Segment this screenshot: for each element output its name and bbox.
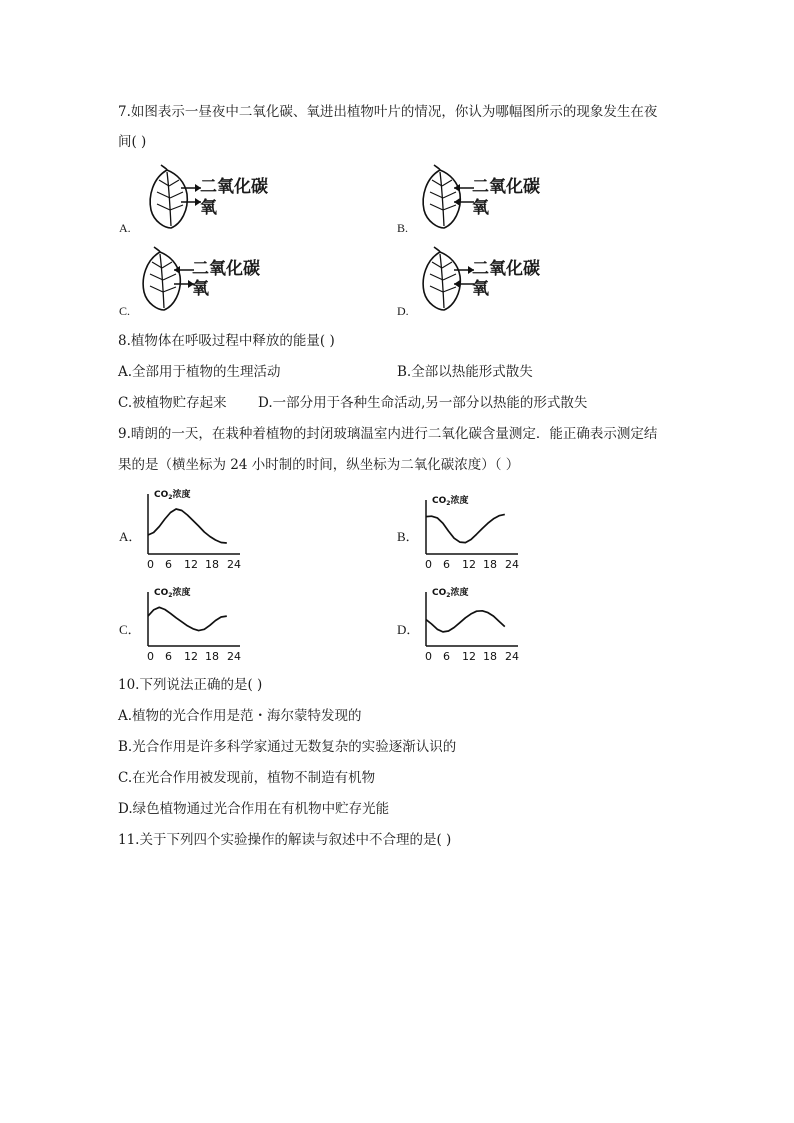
q8-option-b: B.全部以热能形式散失 xyxy=(397,364,533,380)
leaf-vein xyxy=(169,180,179,186)
o2-arrow-icon-head xyxy=(454,198,460,206)
q9-chart-c xyxy=(138,582,258,668)
leaf-vein xyxy=(442,180,452,186)
x-tick-label: 18 xyxy=(205,650,219,663)
leaf-stem xyxy=(161,165,167,170)
leaf-vein xyxy=(157,204,170,210)
leaf-vein xyxy=(430,274,443,280)
q9-option-a-letter: A． xyxy=(119,529,142,544)
q7-option-d-o2-label: 氧 xyxy=(472,279,489,299)
q7-option-c-o2-label: 氧 xyxy=(192,279,209,299)
q7-option-d-leaf xyxy=(418,246,478,316)
y-axis-label-main: CO xyxy=(432,496,447,506)
y-axis-label-rest: 浓度 xyxy=(172,490,191,500)
leaf-vein xyxy=(442,262,452,268)
q9-chart-b xyxy=(416,490,536,576)
q9-option-d-letter: D． xyxy=(397,622,420,637)
q7-option-a-leaf xyxy=(145,164,205,234)
x-tick-label: 0 xyxy=(425,650,432,663)
x-tick-label: 24 xyxy=(505,650,519,663)
q9-option-c-letter: C． xyxy=(119,622,141,637)
q7-option-c-letter: C. xyxy=(119,304,131,318)
q7-option-b-o2-label: 氧 xyxy=(472,198,489,218)
leaf-icon xyxy=(143,247,194,310)
leaf-vein xyxy=(430,204,443,210)
leaf-vein xyxy=(430,192,443,198)
x-tick-label: 24 xyxy=(227,650,241,663)
x-tick-label: 6 xyxy=(165,650,172,663)
leaf-outline xyxy=(150,170,187,228)
x-tick-label: 18 xyxy=(483,650,497,663)
q7-option-a-o2-label: 氧 xyxy=(200,198,217,218)
y-axis-label-rest: 浓度 xyxy=(450,496,469,506)
q10-option-b: B.光合作用是许多科学家通过无数复杂的实验逐渐认识的 xyxy=(118,739,457,755)
leaf-icon xyxy=(423,247,474,310)
leaf-stem xyxy=(154,247,160,252)
leaf-midrib xyxy=(160,254,164,308)
y-axis-label-sub: 2 xyxy=(168,494,173,501)
q7-option-b-co2-label: 二氧化碳 xyxy=(472,177,540,197)
leaf-vein xyxy=(443,192,456,198)
q9-stem-line1: 9.晴朗的一天，在栽种着植物的封闭玻璃温室内进行二氧化碳含量测定．能正确表示测定结 xyxy=(118,426,658,442)
x-tick-label: 18 xyxy=(483,558,497,571)
x-tick-label: 0 xyxy=(147,650,154,663)
leaf-vein xyxy=(163,287,176,292)
x-tick-label: 24 xyxy=(505,558,519,571)
leaf-outline xyxy=(423,252,460,310)
q8-option-c: C.被植物贮存起来 xyxy=(118,395,227,411)
q8-stem: 8.植物体在呼吸过程中释放的能量( ) xyxy=(118,333,335,349)
leaf-vein xyxy=(443,274,456,280)
q7-option-a-letter: A. xyxy=(119,221,131,235)
leaf-vein xyxy=(443,205,456,210)
x-tick-label: 0 xyxy=(147,558,154,571)
y-axis-label-sub: 2 xyxy=(446,592,451,599)
x-tick-label: 6 xyxy=(443,558,450,571)
y-axis-label xyxy=(432,586,468,599)
x-tick-label: 12 xyxy=(462,558,476,571)
co2-series-line xyxy=(426,514,505,542)
leaf-vein xyxy=(157,192,170,198)
y-axis-label-sub: 2 xyxy=(168,592,173,599)
y-axis-label xyxy=(154,488,190,501)
y-axis-label-rest: 浓度 xyxy=(172,588,191,598)
q7-stem-line2: 间( ) xyxy=(118,134,147,150)
leaf-vein xyxy=(150,274,163,280)
leaf-vein xyxy=(170,205,183,210)
x-tick-label: 12 xyxy=(184,558,198,571)
leaf-icon xyxy=(150,165,201,228)
leaf-vein xyxy=(170,192,183,198)
q10-option-d: D.绿色植物通过光合作用在有机物中贮存光能 xyxy=(118,801,390,817)
q7-option-c-co2-label: 二氧化碳 xyxy=(192,259,260,279)
x-tick-label: 0 xyxy=(425,558,432,571)
co2-series-line xyxy=(148,607,227,630)
q7-option-c-leaf xyxy=(138,246,198,316)
q10-option-c: C.在光合作用被发现前，植物不制造有机物 xyxy=(118,770,376,786)
q7-option-d-co2-label: 二氧化碳 xyxy=(472,259,540,279)
x-tick-label: 12 xyxy=(184,650,198,663)
x-tick-label: 18 xyxy=(205,558,219,571)
leaf-vein xyxy=(150,286,163,292)
co2-series-line xyxy=(426,611,505,632)
leaf-outline xyxy=(143,252,180,310)
x-tick-label: 12 xyxy=(462,650,476,663)
x-tick-label: 6 xyxy=(443,650,450,663)
y-axis-label-main: CO xyxy=(432,588,447,598)
q10-option-a: A.植物的光合作用是范・海尔蒙特发现的 xyxy=(118,708,362,724)
y-axis-label xyxy=(154,586,190,599)
co2-series-line xyxy=(148,509,227,543)
q8-option-d: D.一部分用于各种生命活动,另一部分以热能的形式散失 xyxy=(258,395,588,411)
leaf-stem xyxy=(434,247,440,252)
q9-option-b-letter: B． xyxy=(397,529,419,544)
leaf-midrib xyxy=(440,172,444,226)
o2-arrow-icon-head xyxy=(454,280,460,288)
q7-option-d-letter: D. xyxy=(397,304,409,318)
x-tick-label: 24 xyxy=(227,558,241,571)
q10-stem: 10.下列说法正确的是( ) xyxy=(118,677,263,693)
leaf-midrib xyxy=(440,254,444,308)
y-axis-label-sub: 2 xyxy=(446,500,451,507)
leaf-icon xyxy=(423,165,474,228)
q7-option-b-leaf xyxy=(418,164,478,234)
leaf-vein xyxy=(162,262,172,268)
q7-option-b-letter: B. xyxy=(397,221,409,235)
x-tick-label: 6 xyxy=(165,558,172,571)
leaf-stem xyxy=(434,165,440,170)
q11-stem: 11.关于下列四个实验操作的解读与叙述中不合理的是( ) xyxy=(118,832,452,848)
q7-option-a-co2-label: 二氧化碳 xyxy=(200,177,268,197)
q8-option-a: A.全部用于植物的生理活动 xyxy=(118,364,281,380)
q7-stem-line1: 7.如图表示一昼夜中二氧化碳、氧进出植物叶片的情况，你认为哪幅图所示的现象发生在夜 xyxy=(118,104,658,120)
q9-chart-d xyxy=(416,582,536,668)
leaf-midrib xyxy=(167,172,171,226)
leaf-vein xyxy=(443,287,456,292)
leaf-vein xyxy=(430,286,443,292)
q9-chart-a xyxy=(138,484,258,576)
y-axis-label-main: CO xyxy=(154,490,169,500)
leaf-outline xyxy=(423,170,460,228)
y-axis-label-rest: 浓度 xyxy=(450,588,469,598)
y-axis-label-main: CO xyxy=(154,588,169,598)
q9-stem-line2: 果的是（横坐标为 24 小时制的时间，纵坐标为二氧化碳浓度）（ ） xyxy=(118,457,520,473)
y-axis-label xyxy=(432,494,468,507)
leaf-vein xyxy=(163,274,176,280)
